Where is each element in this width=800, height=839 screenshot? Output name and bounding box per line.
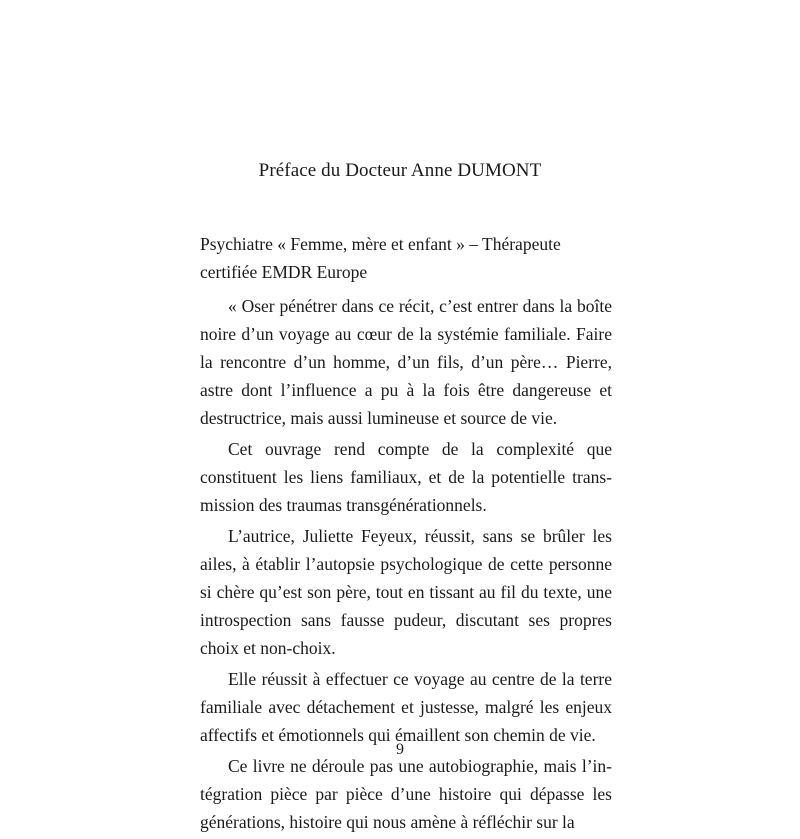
paragraph: Cet ouvrage rend compte de la complexité que constituent les liens familiaux, et de la potentielle transmission des traumas transgénérationnels. xyxy=(200,439,612,515)
author-credentials: Psychiatre « Femme, mère et enfant » – Thérapeute certifiée EMDR Europe xyxy=(200,234,561,282)
paragraph: « Oser pénétrer dans ce récit, c’est entrer dans la boîte noire d’un voyage au cœur de la systémie familiale. Faire la rencontre d’un homme, d’un fils, d’un père… Pierre, astre dont l’influence a pu à la fois être dangereuse et destructrice, mais aussi lumineuse et source de vie. xyxy=(200,296,612,428)
paragraph: Ce livre ne déroule pas une autobiographie, mais l’intégration pièce par pièce d’une histoire qui dépasse les générations, histoire qui nous amène à réfléchir sur la xyxy=(200,756,612,832)
preface-title: Préface du Docteur Anne DUMONT xyxy=(258,160,542,181)
paragraph: Elle réussit à effectuer ce voyage au centre de la terre familiale avec détachement et justesse, malgré les enjeux affectifs et émotionnels qui émaillent son chemin de vie. xyxy=(200,669,612,745)
paragraph: L’autrice, Juliette Feyeux, réussit, sans se brûler les ailes, à établir l’autopsie psychologique de cette personne si chère qu’est son père, tout en tissant au fil du texte, une introspection sans fausse pudeur, discutant ses propres choix et non-choix. xyxy=(200,526,612,658)
page-number: 9 xyxy=(396,741,404,758)
